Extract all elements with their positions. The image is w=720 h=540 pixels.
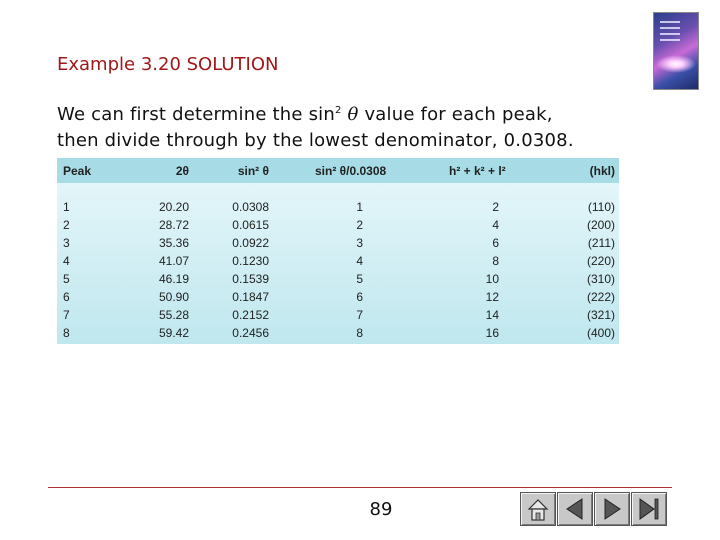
cell-peak: 5 xyxy=(63,272,70,286)
header-ratio: sin² θ/0.0308 xyxy=(315,164,387,178)
cell-peak: 6 xyxy=(63,290,70,304)
cell-sin2-theta: 0.1847 xyxy=(232,290,269,304)
cell-sin2-theta: 0.1539 xyxy=(232,272,269,286)
cell-two-theta: 28.72 xyxy=(158,218,189,232)
cell-peak: 4 xyxy=(63,254,70,268)
header-hkl-sum: h² + k² + l² xyxy=(449,164,506,178)
cell-ratio: 2 xyxy=(356,218,363,232)
cell-hkl: (222) xyxy=(586,290,615,304)
nav-bar xyxy=(520,492,668,526)
cell-peak: 1 xyxy=(63,200,70,214)
table-header-row xyxy=(57,158,619,183)
cell-two-theta: 50.90 xyxy=(158,290,189,304)
next-button[interactable] xyxy=(594,492,630,526)
previous-button[interactable] xyxy=(557,492,593,526)
cell-two-theta: 35.36 xyxy=(158,236,189,250)
cell-two-theta: 59.42 xyxy=(158,326,189,340)
intro-text xyxy=(57,98,657,154)
home-icon xyxy=(521,493,555,525)
cell-hkl-sum: 16 xyxy=(485,326,499,340)
cell-ratio: 3 xyxy=(356,236,363,250)
cell-sin2-theta: 0.0615 xyxy=(232,218,269,232)
cell-hkl-sum: 2 xyxy=(492,200,499,214)
home-button[interactable] xyxy=(520,492,556,526)
cell-hkl: (310) xyxy=(586,272,615,286)
cell-ratio: 7 xyxy=(356,308,363,322)
header-two-theta: 2θ xyxy=(175,164,189,178)
slide-title: Example 3.20 SOLUTION xyxy=(57,54,279,75)
cell-hkl: (321) xyxy=(586,308,615,322)
header-sin2-theta: sin² θ xyxy=(237,164,269,178)
footer-rule xyxy=(48,487,672,488)
cell-peak: 2 xyxy=(63,218,70,232)
cell-sin2-theta: 0.0308 xyxy=(232,200,269,214)
end-arrow-icon xyxy=(632,493,666,525)
cell-hkl: (400) xyxy=(586,326,615,340)
cell-hkl-sum: 10 xyxy=(485,272,499,286)
cell-two-theta: 55.28 xyxy=(158,308,189,322)
cell-sin2-theta: 0.2152 xyxy=(232,308,269,322)
cell-peak: 8 xyxy=(63,326,70,340)
header-peak: Peak xyxy=(63,164,92,178)
cell-hkl: (220) xyxy=(586,254,615,268)
end-button[interactable] xyxy=(631,492,667,526)
cell-ratio: 1 xyxy=(356,200,363,214)
cell-sin2-theta: 0.2456 xyxy=(232,326,269,340)
diffraction-table xyxy=(57,158,619,344)
cell-ratio: 6 xyxy=(356,290,363,304)
header-hkl: (hkl) xyxy=(589,164,615,178)
book-cover-image xyxy=(653,12,699,90)
cell-two-theta: 41.07 xyxy=(158,254,189,268)
cell-hkl-sum: 12 xyxy=(485,290,499,304)
intro-line-2: then divide through by the lowest denominator, 0.0308. xyxy=(57,130,574,151)
intro-line-1: We can first determine the $\sin^2 \theta$ value for each peak, xyxy=(57,104,553,125)
cell-two-theta: 46.19 xyxy=(158,272,189,286)
next-arrow-icon xyxy=(595,493,629,525)
cell-hkl-sum: 6 xyxy=(492,236,499,250)
cell-peak: 3 xyxy=(63,236,70,250)
cell-hkl-sum: 8 xyxy=(492,254,499,268)
cell-sin2-theta: 0.1230 xyxy=(232,254,269,268)
cell-sin2-theta: 0.0922 xyxy=(232,236,269,250)
cell-hkl-sum: 14 xyxy=(485,308,499,322)
cell-two-theta: 20.20 xyxy=(158,200,189,214)
cell-hkl: (110) xyxy=(587,200,615,214)
cell-hkl: (200) xyxy=(586,218,615,232)
cell-ratio: 8 xyxy=(356,326,363,340)
previous-arrow-icon xyxy=(558,493,592,525)
cell-hkl-sum: 4 xyxy=(492,218,499,232)
cell-ratio: 5 xyxy=(356,272,363,286)
cell-peak: 7 xyxy=(63,308,70,322)
cell-hkl: (211) xyxy=(587,236,615,250)
page-number: 89 xyxy=(369,499,393,520)
cell-ratio: 4 xyxy=(356,254,363,268)
